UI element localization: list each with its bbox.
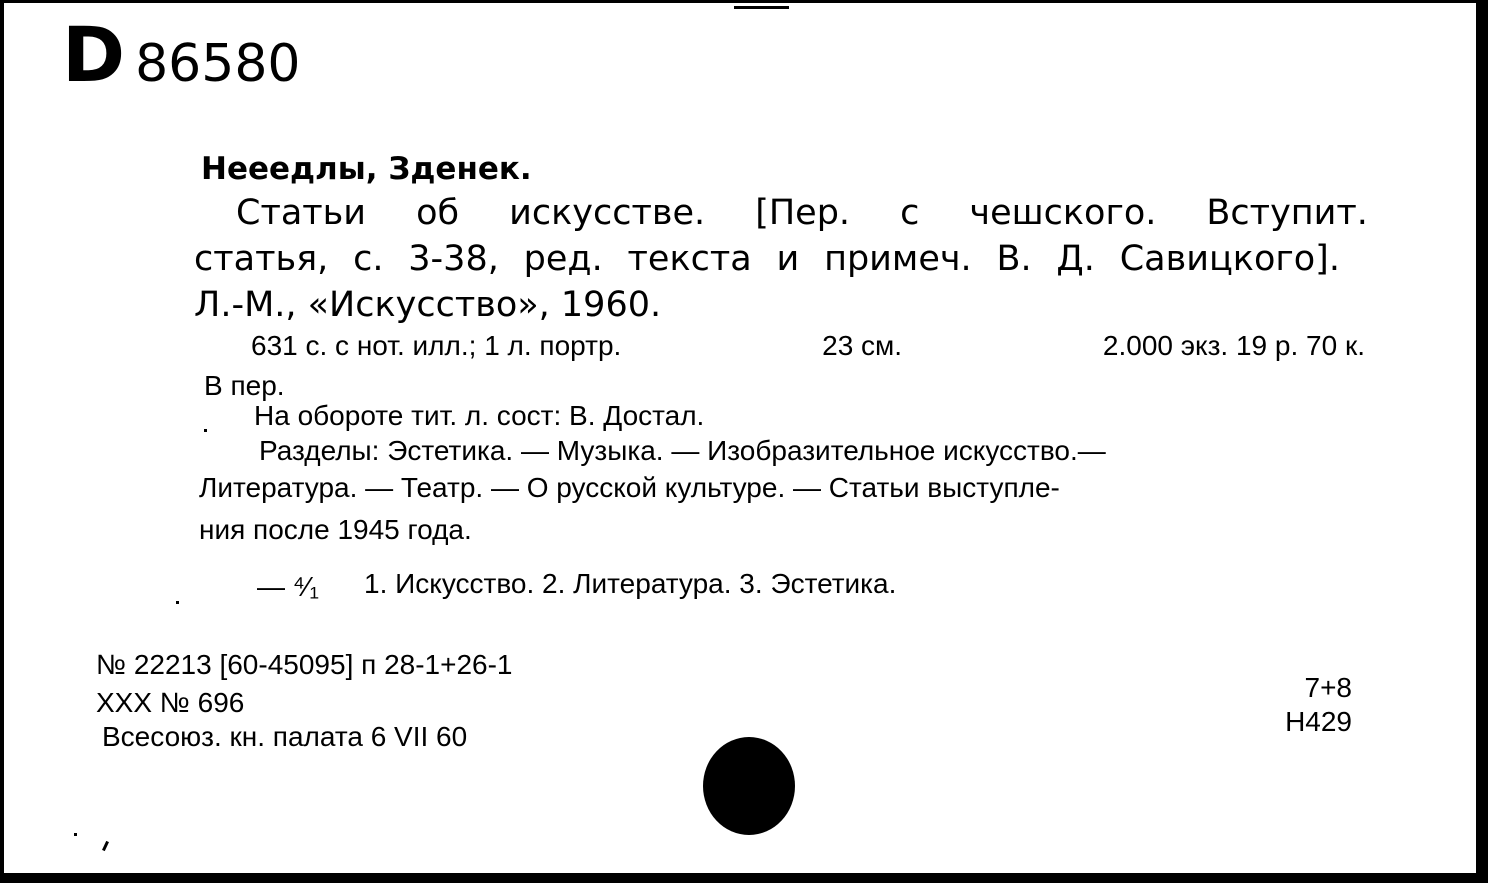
title-word: об xyxy=(416,193,460,233)
compiler-note: На обороте тит. л. сост: В. Достал. xyxy=(254,400,705,431)
call-number xyxy=(62,10,301,99)
contents-line-2: Литература. — Театр. — О русской культуре. — Статьи выступле- xyxy=(199,472,1060,503)
title-word: [Пер. xyxy=(755,193,851,233)
title-word: примеч. xyxy=(824,239,972,279)
title-word: ред. xyxy=(523,239,603,279)
author-heading: Нееедлы, Зденек. xyxy=(201,151,532,187)
subject-mark: — ⁴⁄₁ xyxy=(257,571,319,602)
binding-note: В пер. xyxy=(204,370,285,401)
title-word: чешского. xyxy=(969,193,1157,233)
physical-description xyxy=(251,330,1365,362)
title-word: 3-38, xyxy=(408,239,499,279)
contents-line-3: ния после 1945 года. xyxy=(199,514,472,545)
ink-speck xyxy=(204,429,207,432)
title-word: Савицкого]. xyxy=(1119,239,1340,279)
print-run-price: 2.000 экз. 19 р. 70 к. xyxy=(1102,330,1365,361)
ink-speck xyxy=(74,833,77,836)
registration-line-1: № 22213 [60-45095] п 28-1+26-1 xyxy=(96,649,513,680)
ink-speck xyxy=(176,601,179,604)
author-mark: Н429 xyxy=(1285,706,1352,737)
title-line-2 xyxy=(194,239,1340,279)
call-number-letter: D xyxy=(62,10,126,99)
registration-line-2: ХХХ № 696 xyxy=(96,687,245,718)
title-word: статья, xyxy=(194,239,329,279)
title-word: В. xyxy=(996,239,1032,279)
subject-headings: 1. Искусство. 2. Литература. 3. Эстетика. xyxy=(364,568,897,599)
title-word: с. xyxy=(353,239,384,279)
contents-line-1: Разделы: Эстетика. — Музыка. — Изобразительное искусство.— xyxy=(259,435,1106,466)
call-number-digits: 86580 xyxy=(135,34,301,94)
title-word: Вступит. xyxy=(1206,193,1368,233)
title-word: Статьи xyxy=(236,193,367,233)
title-word: и xyxy=(776,239,800,279)
punch-hole xyxy=(703,737,795,835)
title-word: текста xyxy=(627,239,752,279)
dimensions: 23 см. xyxy=(822,330,903,361)
imprint-line: Л.-М., «Искусство», 1960. xyxy=(194,285,662,325)
classification-code: 7+8 xyxy=(1304,672,1352,703)
title-word: Д. xyxy=(1056,239,1095,279)
ink-speck xyxy=(102,841,109,851)
ink-speck xyxy=(734,6,789,9)
classification-codes xyxy=(1285,671,1352,739)
title-word: с xyxy=(900,193,920,233)
title-word: искусстве. xyxy=(509,193,706,233)
pagination: 631 с. с нот. илл.; 1 л. портр. xyxy=(251,330,622,361)
registration-line-3: Всесоюз. кн. палата 6 VII 60 xyxy=(102,721,468,752)
title-line-1 xyxy=(236,193,1368,233)
